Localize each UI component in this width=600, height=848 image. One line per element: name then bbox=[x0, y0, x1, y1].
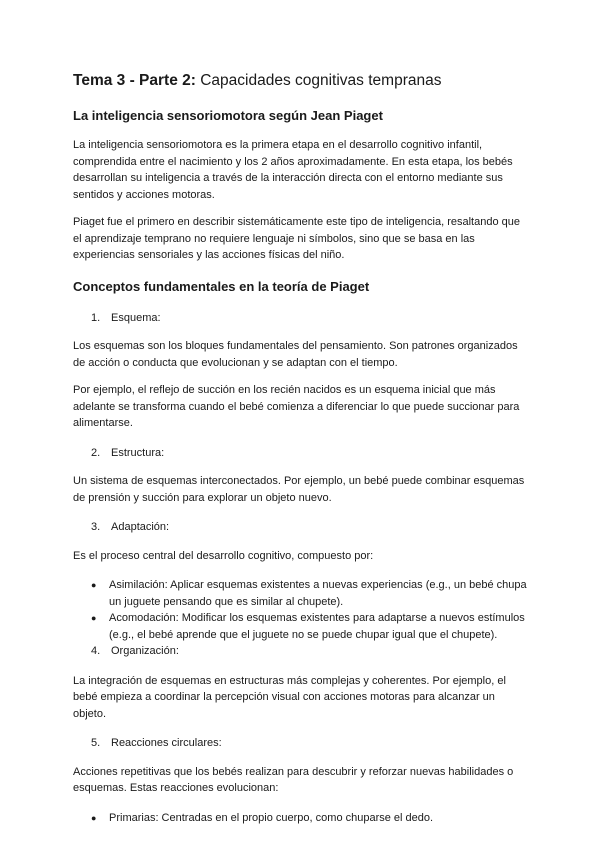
document-page bbox=[73, 70, 529, 826]
document-title bbox=[73, 70, 529, 92]
numbered-item-esquema bbox=[73, 310, 529, 327]
list-label: Organización: bbox=[111, 645, 179, 657]
list-label: Reacciones circulares: bbox=[111, 737, 222, 749]
numbered-item-estructura bbox=[73, 445, 529, 462]
bullet-text: Primarias: Centradas en el propio cuerpo, como chuparse el dedo. bbox=[109, 811, 434, 824]
bullet-list-reacciones bbox=[73, 810, 529, 827]
list-number: 1. bbox=[91, 311, 101, 324]
paragraph: Es el proceso central del desarrollo cognitivo, compuesto por: bbox=[73, 549, 374, 562]
list-number: 5. bbox=[91, 737, 101, 749]
bullet-text: Acomodación: Modificar los esquemas existentes para adaptarse a nuevos estímulos (e.g., el bebé aprende que el juguete no se puede chupar igual que el chupete). bbox=[109, 612, 525, 641]
paragraph: La inteligencia sensoriomotora es la primera etapa en el desarrollo cognitivo infantil, comprendida entre el nacimiento y los 2 años aproximadamente. En esta etapa, los bebés desarrollan su inteligencia a través de la interacción directa con el entorno mediante sus sentidos y acciones motoras. bbox=[73, 139, 513, 201]
paragraph: Piaget fue el primero en describir sistemáticamente este tipo de inteligencia, resaltando que el aprendizaje temprano no requiere lenguaje ni símbolos, sino que se basa en las experiencias sensoriales y las acciones físicas del niño. bbox=[73, 216, 520, 261]
paragraph: Por ejemplo, el reflejo de succión en los recién nacidos es un esquema inicial que más adelante se transforma cuando el bebé comienza a diferenciar lo que puede succionar para alimentarse. bbox=[73, 384, 520, 429]
paragraph: Acciones repetitivas que los bebés realizan para descubrir y reforzar nuevas habilidades o esquemas. Estas reacciones evolucionan: bbox=[73, 765, 514, 794]
list-number: 3. bbox=[91, 521, 101, 533]
paragraph: La integración de esquemas en estructuras más complejas y coherentes. Por ejemplo, el bebé empieza a coordinar la percepción visual con acciones motoras para alcanzar un objeto. bbox=[73, 674, 506, 720]
bullet-list-adaptacion bbox=[73, 577, 529, 643]
list-label: Adaptación: bbox=[111, 521, 170, 533]
bullet-text: Asimilación: Aplicar esquemas existentes a nuevas experiencias (e.g., un bebé chupa un juguete pensando que es similar al chupete). bbox=[109, 579, 527, 608]
bullet-icon: ● bbox=[91, 812, 97, 823]
list-number: 4. bbox=[91, 645, 101, 657]
numbered-item-adaptacion bbox=[73, 519, 529, 536]
bullet-icon: ● bbox=[91, 580, 97, 590]
list-label: Esquema: bbox=[111, 311, 161, 324]
list-item bbox=[91, 577, 529, 610]
list-item bbox=[91, 610, 529, 643]
list-item bbox=[91, 810, 529, 827]
paragraph: Los esquemas son los bloques fundamentales del pensamiento. Son patrones organizados de acción o conducta que evolucionan y se adaptan con el tiempo. bbox=[73, 340, 518, 369]
bullet-icon: ● bbox=[91, 613, 97, 623]
list-label: Estructura: bbox=[111, 446, 165, 459]
title-prefix: Tema 3 - Parte 2: bbox=[73, 72, 196, 89]
list-number: 2. bbox=[91, 446, 101, 459]
numbered-item-reacciones bbox=[73, 735, 529, 752]
numbered-item-organizacion bbox=[73, 643, 529, 660]
section-heading-conceptos: Conceptos fundamentales en la teoría de Piaget bbox=[73, 278, 370, 294]
section-heading-sensoriomotora: La inteligencia sensoriomotora según Jean Piaget bbox=[73, 108, 383, 123]
title-rest: Capacidades cognitivas tempranas bbox=[200, 72, 442, 89]
paragraph: Un sistema de esquemas interconectados. Por ejemplo, un bebé puede combinar esquemas de prensión y succión para explorar un objeto nuevo. bbox=[73, 475, 525, 504]
